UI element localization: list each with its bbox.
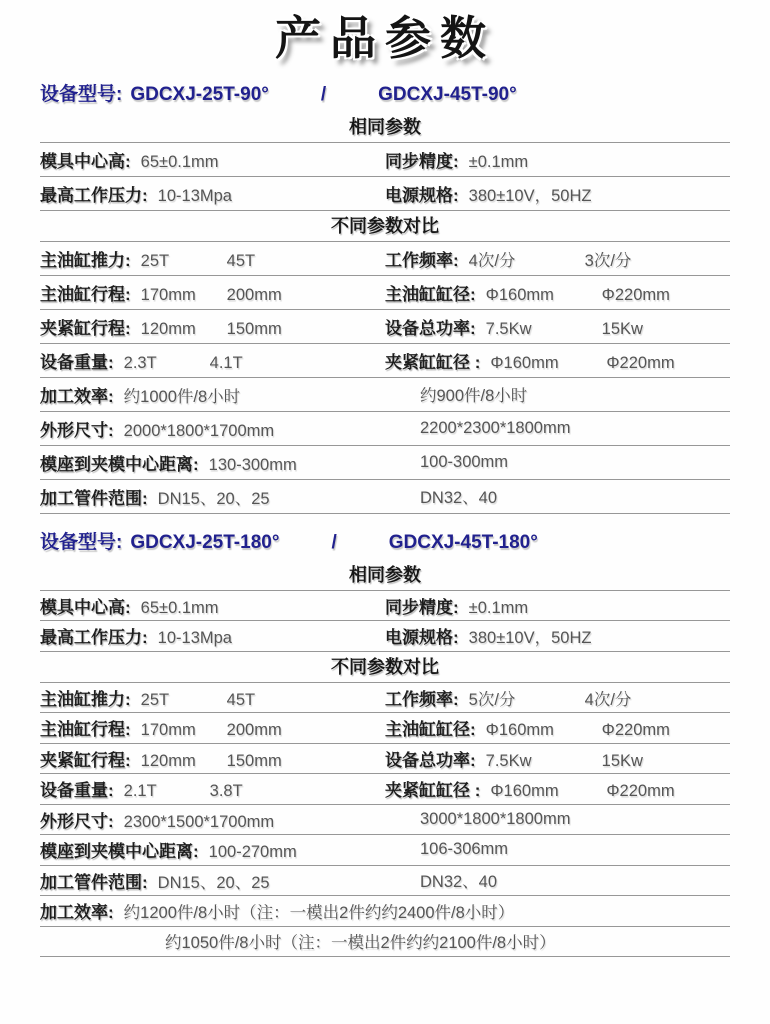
param-value: 100-300mm [420, 452, 509, 471]
table-cell [40, 314, 385, 339]
param-value: 130-300mm [208, 455, 297, 474]
param-value: Φ160mm [485, 721, 554, 740]
param-value: 380±10V，50HZ [468, 186, 592, 205]
table-row [40, 713, 730, 744]
param-value: 65±0.1mm [140, 152, 219, 171]
table-row [40, 866, 730, 897]
table-cell [385, 810, 730, 829]
model-name-a: GDCXJ-25T-180° [130, 531, 280, 553]
param-value: 10-13Mpa [157, 629, 232, 648]
param-value: 4.1T [209, 353, 243, 372]
param-label: 设备总功率: [385, 318, 476, 338]
same-params-header: 相同参数 [349, 564, 421, 585]
param-value: Φ220mm [601, 721, 670, 740]
param-value: DN15、20、25 [157, 489, 270, 508]
table-row [40, 683, 730, 714]
param-value: 150mm [226, 319, 282, 338]
param-label: 电源规格: [385, 185, 459, 205]
param-value: 170mm [140, 721, 196, 740]
table-cell [40, 898, 730, 923]
table-cell [385, 314, 730, 339]
slash-separator: / [320, 83, 327, 105]
param-value: 120mm [140, 751, 196, 770]
table-row [40, 591, 730, 622]
param-value: 170mm [140, 285, 196, 304]
table-row [40, 744, 730, 775]
param-value: 7.5Kw [485, 319, 532, 338]
table-cell [385, 181, 730, 206]
param-label: 主油缸行程: [40, 720, 131, 740]
param-value: 25T [140, 251, 170, 270]
param-value: 约1200件/8小时（注：一模出2件约约2400件/8小时） [123, 904, 515, 923]
same-params-table [40, 590, 730, 652]
param-value: 2200*2300*1800mm [420, 418, 571, 437]
param-label: 加工管件范围: [40, 488, 148, 508]
param-value: 200mm [226, 721, 282, 740]
param-value: 106-306mm [420, 840, 509, 859]
table-row [40, 242, 730, 276]
param-label: 主油缸行程: [40, 284, 131, 304]
table-cell [385, 147, 730, 172]
model-section-180 [40, 530, 730, 958]
param-value: Φ220mm [601, 285, 670, 304]
param-value: ±0.1mm [468, 598, 529, 617]
same-params-table [40, 142, 730, 211]
param-value: 2.3T [123, 353, 157, 372]
table-cell [385, 715, 730, 740]
param-value: 约1050件/8小时（注：一模出2件约约2100件/8小时） [165, 934, 556, 953]
param-value: 120mm [140, 319, 196, 338]
model-name-b: GDCXJ-45T-90° [378, 83, 517, 105]
param-label: 加工效率: [40, 386, 114, 406]
param-label: 夹紧缸行程: [40, 318, 131, 338]
model-label: 设备型号: [40, 83, 123, 105]
param-value: Φ160mm [490, 353, 559, 372]
param-label: 夹紧缸行程: [40, 750, 131, 770]
param-label: 主油缸缸径: [385, 284, 476, 304]
param-label: 主油缸缸径: [385, 720, 476, 740]
table-row [40, 177, 730, 211]
table-cell [385, 348, 730, 373]
param-label: 主油缸推力: [40, 250, 131, 270]
param-value: 3.8T [209, 782, 243, 801]
param-value: 15Kw [601, 319, 643, 338]
param-label: 模具中心高: [40, 597, 131, 617]
param-value: 100-270mm [208, 843, 297, 862]
diff-params-header: 不同参数对比 [331, 656, 439, 677]
param-value: 65±0.1mm [140, 598, 219, 617]
model-name-a: GDCXJ-25T-90° [130, 83, 269, 105]
model-header [40, 82, 730, 108]
param-value: 4次/分 [584, 690, 632, 709]
table-cell [40, 623, 385, 648]
param-value: Φ160mm [490, 782, 559, 801]
table-row [40, 927, 730, 958]
table-cell [385, 840, 730, 859]
table-row [40, 143, 730, 177]
param-value: 45T [226, 690, 256, 709]
table-cell [40, 807, 385, 832]
diff-params-table [40, 241, 730, 514]
table-row [40, 310, 730, 344]
table-row [40, 835, 730, 866]
table-cell [40, 484, 385, 509]
param-value: 10-13Mpa [157, 186, 232, 205]
table-cell [40, 746, 385, 771]
table-row [40, 805, 730, 836]
param-value: 3次/分 [584, 251, 632, 270]
slash-separator: / [331, 531, 337, 553]
table-cell [385, 868, 730, 892]
table-row [40, 378, 730, 412]
param-label: 主油缸推力: [40, 689, 131, 709]
param-label: 最高工作压力: [40, 185, 148, 205]
param-value: 约900件/8小时 [420, 387, 528, 405]
param-label: 夹紧缸缸径 : [385, 352, 481, 372]
param-label: 最高工作压力: [40, 628, 148, 648]
model-header [40, 530, 730, 556]
model-section-90 [40, 82, 730, 514]
model-name-b: GDCXJ-45T-180° [388, 531, 538, 553]
param-label: 工作频率: [385, 689, 459, 709]
param-value: 7.5Kw [485, 751, 532, 770]
table-cell [385, 382, 730, 406]
param-value: DN32、40 [420, 873, 498, 892]
param-value: Φ160mm [485, 285, 554, 304]
param-label: 模座到夹模中心距离: [40, 454, 199, 474]
table-cell [40, 280, 385, 305]
param-label: 加工管件范围: [40, 872, 148, 892]
table-cell [385, 246, 730, 271]
param-value: DN32、40 [420, 489, 498, 507]
model-label: 设备型号: [40, 531, 123, 553]
param-value: Φ220mm [606, 782, 675, 801]
param-label: 外形尺寸: [40, 420, 114, 440]
param-label: 加工效率: [40, 903, 114, 923]
table-cell [40, 715, 385, 740]
param-value: 150mm [226, 751, 282, 770]
table-cell [385, 419, 730, 438]
table-cell [40, 593, 385, 618]
param-value: 2.1T [123, 782, 157, 801]
param-value: ±0.1mm [468, 152, 529, 171]
table-cell [40, 382, 385, 407]
param-value: 200mm [226, 285, 282, 304]
param-value: 2300*1500*1700mm [123, 812, 275, 831]
param-value: 2000*1800*1700mm [123, 421, 275, 440]
param-label: 夹紧缸缸径 : [385, 781, 481, 801]
table-row [40, 621, 730, 652]
param-value: 3000*1800*1800mm [420, 809, 571, 828]
table-cell [40, 147, 385, 172]
table-cell [40, 929, 730, 953]
same-params-header: 相同参数 [349, 116, 421, 137]
diff-params-header: 不同参数对比 [331, 215, 439, 236]
param-label: 同步精度: [385, 597, 459, 617]
param-value: DN15、20、25 [157, 873, 270, 892]
param-label: 设备重量: [40, 352, 114, 372]
param-label: 工作频率: [385, 250, 459, 270]
table-cell [385, 685, 730, 710]
product-parameters-page [0, 10, 770, 1024]
table-cell [385, 746, 730, 771]
diff-params-table [40, 682, 730, 958]
param-value: 15Kw [601, 751, 643, 770]
table-cell [385, 484, 730, 508]
param-value: 380±10V，50HZ [468, 629, 592, 648]
table-cell [40, 868, 385, 893]
param-label: 电源规格: [385, 628, 459, 648]
param-label: 设备重量: [40, 781, 114, 801]
page-title: 产品参数 [275, 12, 495, 64]
table-cell [40, 450, 385, 475]
param-label: 同步精度: [385, 151, 459, 171]
param-value: 4次/分 [468, 251, 516, 270]
table-row [40, 896, 730, 927]
table-row [40, 446, 730, 480]
table-row [40, 480, 730, 514]
table-row [40, 774, 730, 805]
param-label: 模具中心高: [40, 151, 131, 171]
table-cell [40, 776, 385, 801]
table-row [40, 412, 730, 446]
table-cell [40, 837, 385, 862]
param-value: 45T [226, 251, 256, 270]
table-cell [40, 181, 385, 206]
table-cell [40, 246, 385, 271]
param-value: 5次/分 [468, 690, 516, 709]
table-cell [385, 593, 730, 618]
param-label: 设备总功率: [385, 750, 476, 770]
param-value: Φ220mm [606, 353, 675, 372]
table-row [40, 276, 730, 310]
param-value: 25T [140, 690, 170, 709]
table-cell [40, 685, 385, 710]
table-cell [385, 776, 730, 801]
param-label: 模座到夹模中心距离: [40, 842, 199, 862]
table-cell [385, 623, 730, 648]
table-cell [40, 348, 385, 373]
table-cell [385, 453, 730, 472]
table-row [40, 344, 730, 378]
param-value: 约1000件/8小时 [123, 387, 241, 406]
param-label: 外形尺寸: [40, 811, 114, 831]
table-cell [385, 280, 730, 305]
table-cell [40, 416, 385, 441]
